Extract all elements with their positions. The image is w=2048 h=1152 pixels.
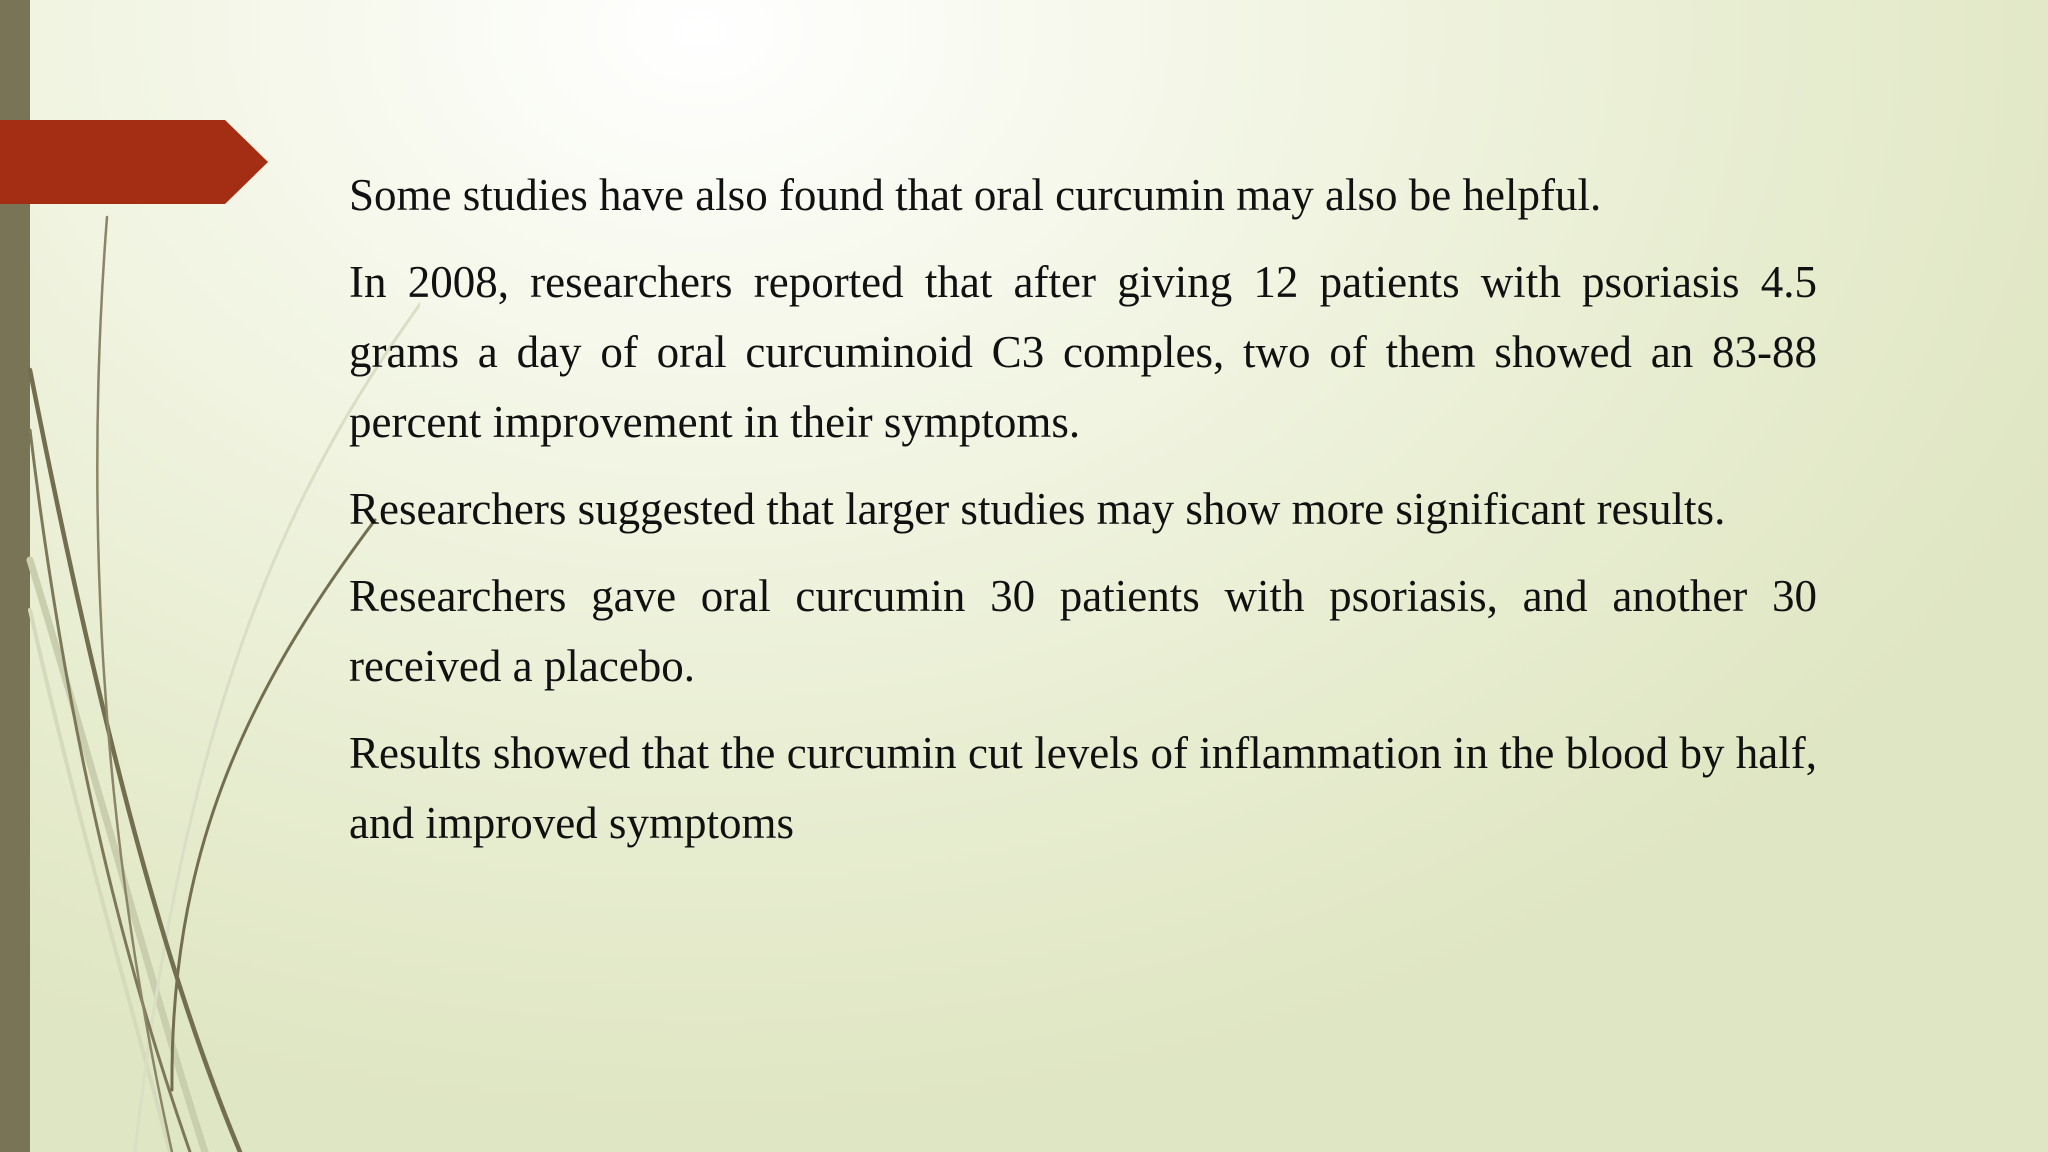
- accent-arrow-tab: [0, 120, 268, 204]
- slide-body: [349, 160, 1817, 875]
- curve-main-2: [30, 430, 190, 1152]
- paragraph-4: Researchers gave oral curcumin 30 patients with psoriasis, and another 30 received a placebo.: [349, 571, 1817, 691]
- paragraph-5: Results showed that the curcumin cut levels of inflammation in the blood by half, and improved symptoms: [349, 728, 1817, 848]
- paragraph-2: In 2008, researchers reported that after giving 12 patients with psoriasis 4.5 grams a day of oral curcuminoid C3 comples, two of them showed an 83-88 percent improvement in their symptoms.: [349, 257, 1817, 447]
- paragraph-3: Researchers suggested that larger studies may show more significant results.: [349, 484, 1726, 534]
- curve-main-4: [172, 520, 375, 1090]
- curve-main-1: [30, 370, 240, 1152]
- paragraph-1: Some studies have also found that oral curcumin may also be helpful.: [349, 170, 1602, 220]
- curve-faint-1: [30, 560, 205, 1152]
